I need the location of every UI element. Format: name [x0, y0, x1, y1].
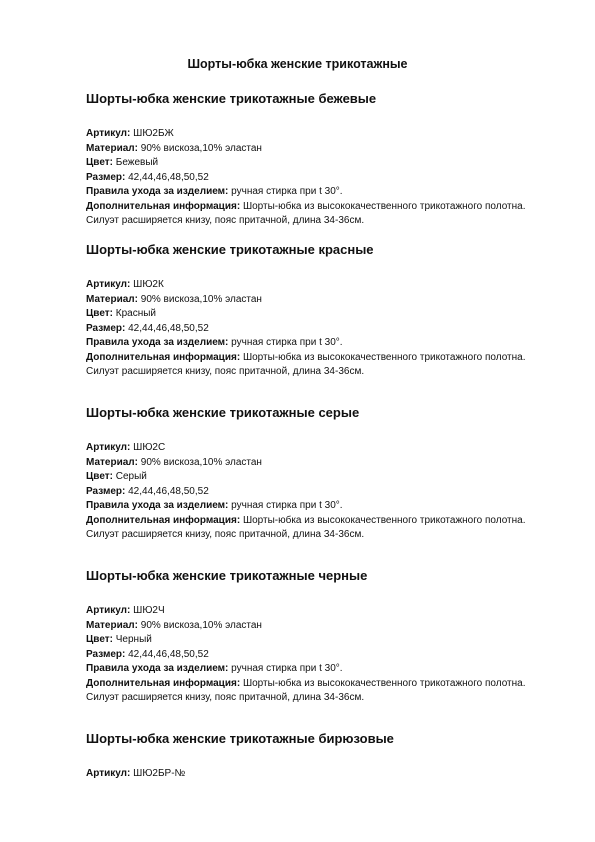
section-title: Шорты-юбка женские трикотажные черные [86, 568, 368, 583]
color-label: Цвет: [86, 157, 113, 168]
material-value: 90% вискоза,10% эластан [140, 456, 262, 468]
product-section-turquoise [86, 731, 538, 782]
color-label: Цвет: [86, 634, 113, 645]
material-label: Материал: [86, 456, 138, 468]
material-value: 90% вискоза,10% эластан [140, 142, 262, 154]
product-section-red [86, 242, 538, 380]
size-field [86, 648, 538, 663]
care-field [86, 662, 538, 677]
article-value: ШЮ2С [133, 442, 166, 453]
color-label: Цвет: [86, 471, 113, 482]
care-label: Правила ухода за изделием: [86, 663, 229, 674]
article-label: Артикул: [86, 605, 131, 616]
size-value: 42,44,46,48,50,52 [128, 648, 209, 660]
care-field [86, 185, 538, 200]
section-title: Шорты-юбка женские трикотажные серые [86, 405, 360, 420]
info-label: Дополнительная информация: [86, 677, 241, 689]
article-label: Артикул: [86, 442, 131, 453]
info-value: Шорты-юбка из высококачественного трикотажного полотна. Силуэт расширяется книзу, пояс притачной, длина 34-36см. [86, 200, 526, 226]
article-field [86, 127, 538, 142]
care-value: ручная стирка при t 30°. [231, 663, 343, 674]
product-section-grey [86, 405, 538, 543]
article-label: Артикул: [86, 768, 131, 779]
size-label: Размер: [86, 322, 126, 334]
color-field [86, 633, 538, 648]
material-value: 90% вискоза,10% эластан [140, 619, 262, 631]
size-field [86, 485, 538, 500]
care-label: Правила ухода за изделием: [86, 500, 229, 511]
info-label: Дополнительная информация: [86, 200, 241, 212]
color-value: Черный [115, 634, 152, 645]
article-value: ШЮ2БЖ [133, 128, 174, 139]
care-value: ручная стирка при t 30°. [231, 500, 343, 511]
section-title: Шорты-юбка женские трикотажные бирюзовые [86, 731, 394, 746]
material-label: Материал: [86, 142, 138, 154]
material-value: 90% вискоза,10% эластан [140, 293, 262, 305]
size-field [86, 322, 538, 337]
info-field [86, 351, 538, 380]
care-field [86, 499, 538, 514]
info-value: Шорты-юбка из высококачественного трикотажного полотна. Силуэт расширяется книзу, пояс притачной, длина 34-36см. [86, 677, 526, 703]
care-label: Правила ухода за изделием: [86, 186, 229, 197]
size-field [86, 171, 538, 186]
article-value: ШЮ2К [133, 279, 164, 290]
material-label: Материал: [86, 619, 138, 631]
care-field [86, 336, 538, 351]
material-field [86, 142, 538, 157]
material-field [86, 619, 538, 634]
color-label: Цвет: [86, 308, 113, 319]
info-value: Шорты-юбка из высококачественного трикотажного полотна. Силуэт расширяется книзу, пояс притачной, длина 34-36см. [86, 351, 526, 377]
size-value: 42,44,46,48,50,52 [128, 485, 209, 497]
info-field [86, 677, 538, 706]
article-value: ШЮ2БР-№ [133, 768, 186, 779]
info-label: Дополнительная информация: [86, 514, 241, 526]
info-field [86, 514, 538, 543]
info-value: Шорты-юбка из высококачественного трикотажного полотна. Силуэт расширяется книзу, пояс притачной, длина 34-36см. [86, 514, 526, 540]
document-title: Шорты-юбка женские трикотажные [187, 57, 408, 71]
article-label: Артикул: [86, 279, 131, 290]
color-field [86, 470, 538, 485]
product-section-black [86, 568, 538, 706]
color-value: Серый [115, 471, 147, 482]
section-title: Шорты-юбка женские трикотажные красные [86, 242, 374, 257]
info-label: Дополнительная информация: [86, 351, 241, 363]
size-value: 42,44,46,48,50,52 [128, 171, 209, 183]
size-label: Размер: [86, 171, 126, 183]
product-section-beige [86, 91, 538, 229]
care-value: ручная стирка при t 30°. [231, 186, 343, 197]
color-field [86, 307, 538, 322]
section-title: Шорты-юбка женские трикотажные бежевые [86, 91, 377, 106]
material-field [86, 456, 538, 471]
article-field [86, 767, 538, 782]
article-field [86, 278, 538, 293]
color-field [86, 156, 538, 171]
care-value: ручная стирка при t 30°. [231, 337, 343, 348]
color-value: Бежевый [115, 157, 159, 168]
article-label: Артикул: [86, 128, 131, 139]
size-label: Размер: [86, 648, 126, 660]
size-label: Размер: [86, 485, 126, 497]
article-value: ШЮ2Ч [133, 605, 165, 616]
size-value: 42,44,46,48,50,52 [128, 322, 209, 334]
material-field [86, 293, 538, 308]
article-field [86, 604, 538, 619]
color-value: Красный [115, 308, 157, 319]
material-label: Материал: [86, 293, 138, 305]
care-label: Правила ухода за изделием: [86, 337, 229, 348]
article-field [86, 441, 538, 456]
info-field [86, 200, 538, 229]
